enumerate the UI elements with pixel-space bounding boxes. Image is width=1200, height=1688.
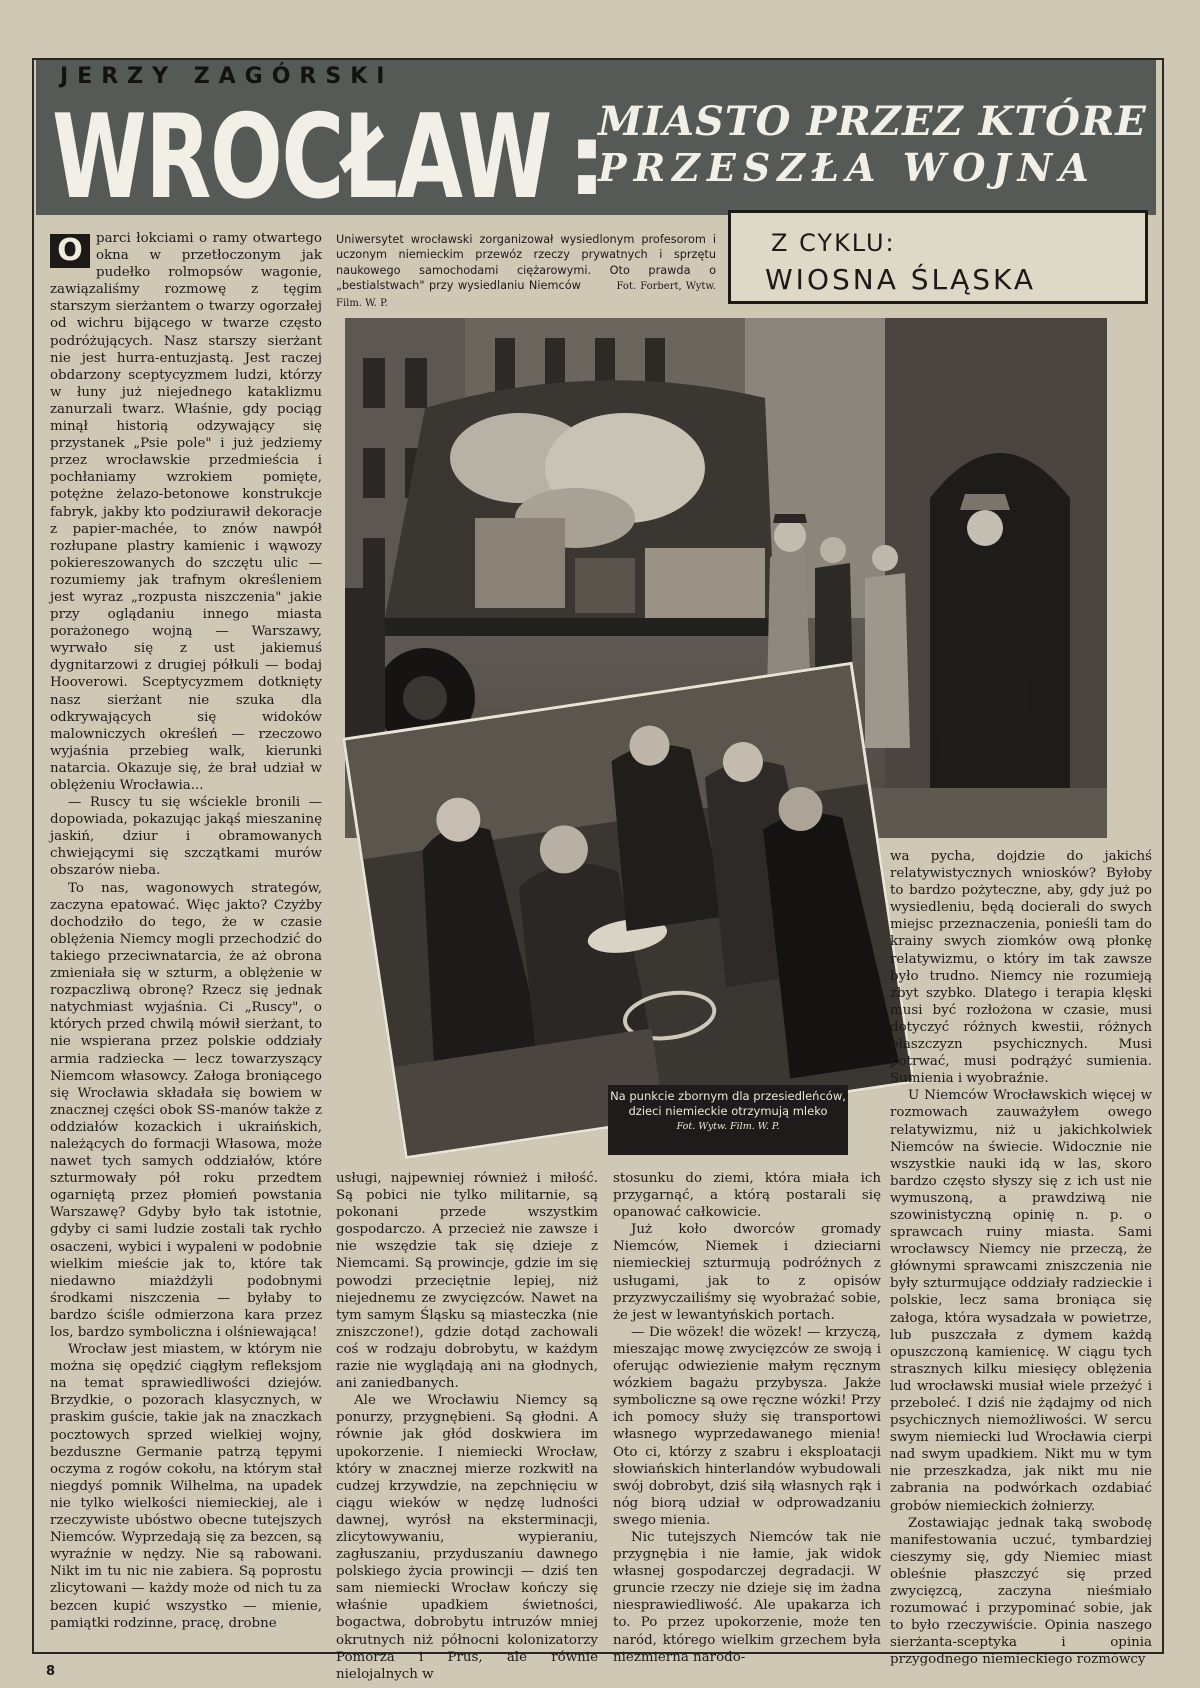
top-photo-caption [336, 232, 716, 311]
subtitle-line-1: MIASTO PRZEZ KTÓRE [598, 98, 1147, 145]
top-caption-credit: Fot. Forbert, Wytw. Film. W. P. [336, 281, 717, 309]
article-paragraph: Ale we Wrocławiu Niemcy są ponurzy, przygnębieni. Są głodni. A równie jak głód doskwiera im upokorzenie. I niemiecki Wrocław, który w znacznej mierze rozkwitł na cudzej krzywdzie, na zepchnięciu w ciągu wieków w nędzę ludności dawnej, wyrósł na eksterminacji, zlicytowywaniu, wypieraniu, zagłuszaniu, przyduszaniu dawnego polskiego życia prowincji — dziś ten sam niemiecki Wrocław kończy się właśnie upadkiem świetności, bogactwa, dobrobytu intruzów mniej okrutnych niż północni kolonizatorzy Pomorza i Prus, ale równie nielojalnych w [336, 1393, 598, 1682]
article-paragraph: Zostawiając jednak taką swobodę manifestowania uczuć, tymbardziej cieszymy się, gdy Niemiec miast obleśnie płaszczyć się przed zwycięzcą, zaczyna nieśmiało rozumować i przypominać sobie, jak to było rzeczywiście. Opinia naszego sierżanta-sceptyka i opinia przygodnego niemieckiego rozmówcy [890, 1515, 1152, 1668]
article-paragraph: Już koło dworców gromady Niemców, Niemek i dzieciarni niemieckiej szturmują podróżnych z usługami, jak to z opisów przyzwyczailiśmy się wyobrażać sobie, że jest w lewantyńskich portach. [613, 1222, 881, 1323]
article-paragraph: U Niemców Wrocławskich więcej w rozmowach zauważyłem owego relatywizmu, niż u jakichkolwiek Niemców na świecie. Widocznie nie wszystkie nauki idą w las, skoro bardzo często słyszy się z ich ust nie wymuszoną, a prawdziwą nie szowinistyczną opinię n. p. o sprawcach ruiny miasta. Sami wrocławscy Niemcy nie przeczą, że głównymi sprawcami zniszczenia nie były szturmujące oddziały radzieckie i polskie, lecz sama broniąca się załoga, która wysadzała w powietrze, lub puszczała z dymem każdą opuszczoną kamienicę. W ciągu tych strasznych kilku miesięcy oblężenia lud wrocławski musiał wiele przeżyć i przeboleć. I dziś nie żądajmy od nich psychicznych niemożliwości. W sercu swym niemiecki lud Wrocławia cierpi nad swym upadkiem. Nikt mu w tym nie przeszkadza, jak nikt mu nie zabrania na podwórkach ozdabiać grobów niemieckich żołnierzy. [890, 1088, 1152, 1514]
cycle-title: WIOSNA ŚLĄSKA [765, 263, 1037, 296]
article-paragraph: To nas, wagonowych strategów, zaczyna epatować. Więc jakto? Czyżby dochodziło do tego, że w czasie oblężenia Niemcy mogli przechodzić do takiego przeciwnatarcia, że aż obrona zmieniała się w szturm, a oblężenie w rozpaczliwą obronę? Rzecz się jednak natychmiast wyjaśnia. Ci „Ruscy", o których przed chwilą mówił sierżant, to nie wspierana przez polskie oddziały armia radziecka — lecz towarzyszący Niemcom własowcy. Załoga broniącego się Wrocławia składała się bowiem w znacznej części obok SS-manów także z oddziałów kozackich i ukraińskich, należących do formacji Własowa, może nawet tych samych oddziałów, które szturmowały pół roku przedtem ogarniętą przez płomień powstania Warszawę? Gdyby było tak istotnie, gdyby ci sami ludzie zostali tak rychło osaczeni, wybici i wypaleni w podobnie wielkim mieście jak to, które tak niedawno miażdżyli podobnymi środkami niszczenia — byłaby to bardzo ściśle odmierzona kara przez los, bardzo symboliczna i olśniewająca! [50, 880, 322, 1340]
milk-caption-text: Na punkcie zbornym dla przesiedleńców, dzieci niemieckie otrzymują mleko [610, 1089, 846, 1118]
title-city: WROCŁAW [52, 90, 551, 225]
cycle-label: Z CYKLU: [771, 229, 896, 257]
subtitle-line-2: PRZESZŁA WOJNA [598, 145, 1096, 190]
top-caption-text: Uniwersytet wrocławski zorganizował wysiedlonym profesorom i uczonym niemieckim przewóz rzeczy prywatnych i sprzętu naukowego samochodami ciężarowymi. Oto prawda o „bestialstwach" przy wysiedlaniu Niemców [336, 233, 716, 293]
milk-caption-credit: Fot. Wytw. Film. W. P. [676, 1121, 780, 1132]
author-name: JERZY ZAGÓRSKI [60, 64, 394, 89]
milk-photo-illustration [345, 665, 911, 1156]
article-paragraph: stosunku do ziemi, która miała ich przygarnąć, a którą postarali się opanować całkowicie. [613, 1171, 881, 1221]
drop-cap: O [50, 234, 90, 268]
article-paragraph: usługi, najpewniej również i miłość. Są pobici nie tylko militarnie, są pokonani przede wszystkim gospodarczo. A przecież nie zawsze i nie wszędzie tak się dzieje z Niemcami. Są prowincje, gdzie im się powodzi przeciętnie lepiej, niż niejednemu ze zwycięzców. Nawet na tym samym Śląsku są miasteczka (nie zniszczone!), gdzie dotąd zachowali coś w rodzaju dobrobytu, w każdym razie nie wyglądają ani na głodnych, ani zaniedbanych. [336, 1171, 598, 1392]
milk-photo-caption [608, 1085, 848, 1155]
article-paragraph [50, 230, 322, 794]
title-colon: : [567, 101, 607, 218]
article-paragraph: Wrocław jest miastem, w którym nie można się opędzić ciągłym refleksjom na temat sprawiedliwości dziejów. Brzydkie, o pozorach klasycznych, w praskim guście, takie jak na znaczkach pocztowych sprzed wielkiej wojny, bezduszne Germanie patrzą tępymi oczyma z rogów cokołu, na którym stał niegdyś pomnik Wilhelma, na upadek nie tylko wielkości niemieckiej, ale i rzeczywiste ubóstwo obecne tutejszych Niemców. Wyprzedają się za bezcen, są wyraźnie w nędzy. Nie są rabowani. Nikt im tu nic nie zabiera. Są poprostu zlicytowani — każdy może od nich tu za bezcen kupić wszystko — mienie, pamiątki rodzinne, pracę, drobne [50, 1342, 322, 1631]
cycle-box [728, 210, 1148, 304]
article-column-2 [336, 1170, 598, 1682]
article-column-4 [890, 848, 1152, 1668]
page-number: 8 [46, 1664, 56, 1679]
article-paragraph: — Ruscy tu się wściekle bronili — dopowiada, pokazując jakąś mieszaninę jaskiń, dziur i obramowanych chwiejącymi się szczątkami murów obszarów nieba. [50, 795, 322, 879]
article-column-1 [50, 230, 322, 1631]
article-paragraph: wa pycha, dojdzie do jakichś relatywistycznych wniosków? Byłoby to bardzo pożyteczne, aby, gdy już po wysiedleniu, będą docierali do swych miejsc przeznaczenia, ponieśli tam do krainy swych ziomków ową płonkę relatywizmu, o który im tak zawsze było trudno. Niemcy nie rozumieją zbyt szybko. Dlatego i terapia klęski musi być rozłożona w czasie, musi dotyczyć różnych kwestii, różnych płaszczyzn psychicznych. Musi potrwać, musi podrążyć sumienia. Sumienia i wyobraźnie. [890, 849, 1152, 1087]
article-paragraph: — Die wözek! die wözek! — krzyczą, mieszając mowę zwycięzców ze swoją i oferując odwiezienie małym ręcznym wózkiem bagażu przybysza. Jakże symboliczne są owe ręczne wózki! Przy ich pomocy służy się transportowi własnego wyprzedawanego mienia! Oto ci, którzy z szabru i eksploatacji słowiańskich hinterlandów wybudowali swój dobrobyt, dziś siłą własnych rąk i nóg biorą udział w odprowadzaniu swego mienia. [613, 1324, 881, 1528]
article-paragraph: Nic tutejszych Niemców tak nie przygnębia i nie łamie, jak widok własnej gospodarczej degradacji. W gruncie rzeczy nie dzieje się im żadna niesprawiedliwość. Ale upakarza ich to. Po przez upokorzenie, może ten naród, którego wielkim grzechem była niezmierna narodo- [613, 1529, 881, 1665]
paragraph-text: parci łokciami o ramy otwartego okna w przetłoczonym jak pudełko rolmopsów wagonie, zawiązaliśmy rozmowę z tęgim starszym sierżantem o twarzy ogorzałej od wichru bijącego w twarze często podróżujących. Nasz starszy sierżant nie jest hurra-entuzjastą. Jest raczej obdarzony sceptycyzmem ludzi, którzy w łuny już niejednego kataklizmu zanurzali twarz. Właśnie, gdy pociąg minął historią odzywający się przystanek „Psie pole" i już jedziemy przez wrocławskie przedmieścia i pochłaniamy wzrokiem pomięte, potężne żelazo-betonowe konstrukcje fabryk, jakby kto podziurawił dekoracje z papier-machée, to znów nawpół rozłupane plastry kamienic i wąwozy pokiereszowanych do szczętu ulic — rozumiemy jak trafnym określeniem jest wyraz „rozpusta niszczenia" jakie przy oglądaniu innego miasta porażonego wojną — Warszawy, wyrwało się z ust jakiemuś dygnitarzowi z drugiej półkuli — bodaj Hooverowi. Sceptycyzmem dotknięty nasz sierżant nie szuka dla odkrywających się widoków malowniczych określeń — rzeczowo wyjaśnia przebieg walk, kierunki natarcia. Okazuje się, że brał udział w oblężeniu Wrocławia... [50, 231, 322, 793]
article-column-3 [613, 1170, 881, 1665]
